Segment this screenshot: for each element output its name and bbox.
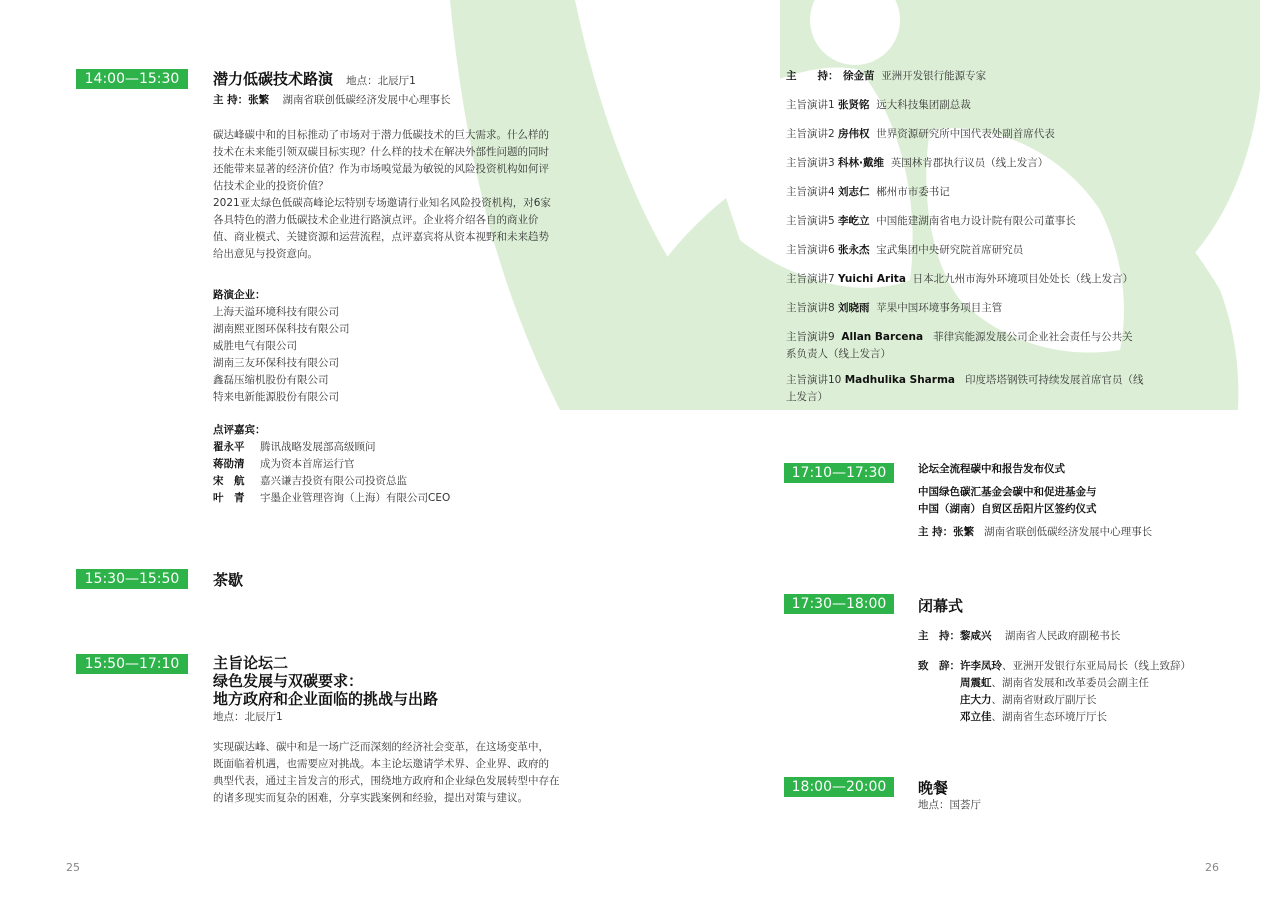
- reviewers: [213, 422, 450, 507]
- keynote-speaker-list: [786, 68, 1146, 406]
- session-host: [213, 92, 451, 109]
- speaker-row: 主旨演讲7 Yuichi Arita 日本北九州市海外环境项目处处长（线上发言）: [786, 273, 1134, 285]
- closing-host: 主 持：黎咸兴 湖南省人民政府副秘书长: [918, 630, 1121, 642]
- host-title: 湖南省联创低碳经济发展中心理事长: [282, 94, 451, 106]
- company-item: 鑫磊压缩机股份有限公司: [213, 374, 329, 386]
- ceremony-title: 论坛全流程碳中和报告发布仪式: [918, 463, 1065, 475]
- reviewers-label: 点评嘉宾：: [213, 424, 266, 436]
- roadshow-companies: [213, 287, 350, 406]
- desc-line: 2021亚太绿色低碳高峰论坛特别专场邀请行业知名风险投资机构，对6家: [213, 197, 551, 209]
- ceremony-host: 主 持：张繁 湖南省联创低碳经济发展中心理事长: [918, 526, 1153, 538]
- desc-line: 还能带来显著的经济价值？作为市场嗅觉最为敏锐的风险投资机构如何评: [213, 163, 549, 175]
- speaker-row: 主旨演讲9 Allan Barcena 菲律宾能源发展公司企业社会责任与公共关 系负责人（线上发言）: [786, 331, 1133, 360]
- desc-line: 既面临着机遇，也需要应对挑战。本主论坛邀请学术界、企业界、政府的: [213, 758, 549, 770]
- desc-line: 估技术企业的投资价值？: [213, 180, 329, 192]
- reviewer-item: 蒋劭清 成为资本首席运行官: [213, 458, 355, 470]
- reviewer-item: 叶 青 宇墨企业管理咨询（上海）有限公司CEO: [213, 492, 451, 504]
- keynote-description: [213, 739, 583, 807]
- time-badge-1400: 14:00—15:30: [76, 69, 188, 89]
- speech-row: 庄大力、湖南省财政厅副厅长: [960, 694, 1097, 706]
- session-location: 地点：北辰厅1: [346, 75, 416, 87]
- desc-line: 值、商业模式、关键资源和运营流程，点评嘉宾将从资本视野和未来趋势: [213, 231, 549, 243]
- session-location: 地点：北辰厅1: [213, 711, 283, 723]
- ceremony-subtitle: 中国（湖南）自贸区岳阳片区签约仪式: [918, 503, 1097, 515]
- speech-row: 邓立佳、湖南省生态环境厅厅长: [960, 711, 1107, 723]
- company-item: 威胜电气有限公司: [213, 340, 297, 352]
- speaker-row: 主旨演讲6 张永杰 宝武集团中央研究院首席研究员: [786, 244, 1024, 256]
- speaker-row: 主旨演讲2 房伟权 世界资源研究所中国代表处副首席代表: [786, 128, 1055, 140]
- desc-line: 的诸多现实而复杂的困难，分享实践案例和经验，提出对策与建议。: [213, 792, 528, 804]
- page-number-left: 25: [66, 861, 80, 874]
- time-badge-1530: 15:30—15:50: [76, 569, 188, 589]
- session-title-roadshow-row: [213, 68, 416, 90]
- desc-line: 实现碳达峰、碳中和是一场广泛而深刻的经济社会变革，在这场变革中，: [213, 741, 549, 753]
- time-badge-1550: 15:50—17:10: [76, 654, 188, 674]
- company-item: 湖南三友环保科技有限公司: [213, 357, 339, 369]
- reviewer-item: 宋 航 嘉兴谦吉投资有限公司投资总监: [213, 475, 407, 487]
- title-line: 地方政府和企业面临的挑战与出路: [213, 690, 439, 708]
- session-title-roadshow: 潜力低碳技术路演: [213, 70, 334, 88]
- host-label: 主 持：张繁: [213, 94, 270, 106]
- page-number-right: 26: [1205, 861, 1219, 874]
- desc-line: 各具特色的潜力低碳技术企业进行路演点评。企业将介绍各自的商业价: [213, 214, 539, 226]
- desc-line: 技术在未来能引领双碳目标实现？什么样的技术在解决外部性问题的同时: [213, 146, 549, 158]
- speech-row: 周震虹、湖南省发展和改革委员会副主任: [960, 677, 1149, 689]
- speaker-row: 主旨演讲10 Madhulika Sharma 印度塔塔钢铁可持续发展首席官员（线 上发言）: [786, 374, 1144, 403]
- ceremony-block: [918, 461, 1152, 541]
- title-line: 绿色发展与双碳要求：: [213, 672, 364, 690]
- session-title-keynote-forum: [213, 654, 438, 708]
- desc-line: 碳达峰碳中和的目标推动了市场对于潜力低碳技术的巨大需求。什么样的: [213, 129, 549, 141]
- ceremony-subtitle: 中国绿色碳汇基金会碳中和促进基金与: [918, 486, 1097, 498]
- speaker-row: 主旨演讲5 李屹立 中国能建湖南省电力设计院有限公司董事长: [786, 215, 1076, 227]
- speech-row: 致 辞：许李凤玲、亚洲开发银行东亚局局长（线上致辞）: [918, 660, 1191, 672]
- title-line: 主旨论坛二: [213, 654, 289, 672]
- session-title-dinner: 晚餐: [918, 779, 949, 797]
- time-badge-1730: 17:30—18:00: [784, 594, 894, 614]
- desc-line: 典型代表，通过主旨发言的形式，围绕地方政府和企业绿色发展转型中存在: [213, 775, 560, 787]
- session-title-closing: 闭幕式: [918, 597, 964, 615]
- desc-line: 给出意见与投资意向。: [213, 248, 318, 260]
- closing-speeches: [918, 658, 1191, 726]
- company-item: 湖南熙亚图环保科技有限公司: [213, 323, 350, 335]
- time-badge-1710: 17:10—17:30: [784, 463, 894, 483]
- speaker-row: 主旨演讲4 刘志仁 郴州市市委书记: [786, 186, 950, 198]
- speaker-row: 主 持： 徐金苗 亚洲开发银行能源专家: [786, 70, 987, 82]
- time-badge-1800: 18:00—20:00: [784, 777, 894, 797]
- speaker-row: 主旨演讲1 张贤铭 远大科技集团副总裁: [786, 99, 971, 111]
- roadshow-description: [213, 127, 573, 263]
- speaker-row: 主旨演讲3 科林·戴维 英国林肯郡执行议员（线上发言）: [786, 157, 1049, 169]
- session-title-tea-break: 茶歇: [213, 571, 244, 589]
- company-item: 上海天溢环境科技有限公司: [213, 306, 339, 318]
- companies-label: 路演企业：: [213, 289, 266, 301]
- session-location: 地点：国荟厅: [918, 799, 981, 811]
- speaker-row: 主旨演讲8 刘晓雨 苹果中国环境事务项目主管: [786, 302, 1003, 314]
- company-item: 特来电新能源股份有限公司: [213, 391, 339, 403]
- reviewer-item: 翟永平 腾讯战略发展部高级顾问: [213, 441, 376, 453]
